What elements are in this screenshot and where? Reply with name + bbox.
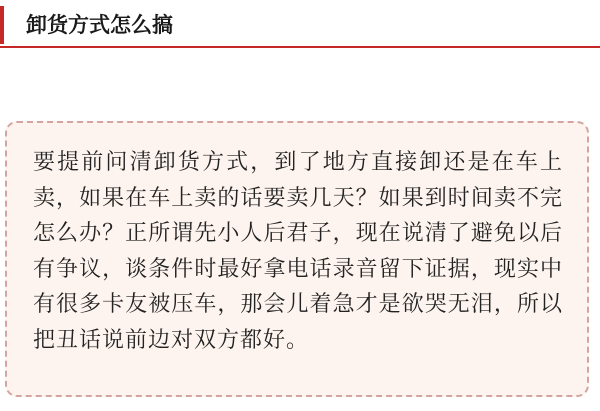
- heading-underline: [0, 46, 600, 48]
- heading-accent-bar: [0, 6, 4, 44]
- content-card: [5, 121, 589, 397]
- section-title: 卸货方式怎么搞: [26, 13, 173, 37]
- content-paragraph: 要提前问清卸货方式，到了地方直接卸还是在车上卖，如果在车上卖的话要卖几天？如果到时间卖不完怎么办？正所谓先小人后君子，现在说清了避免以后有争议，谈条件时最好拿电话录音留下证据，现实中有很多卡友被压车，那会儿着急才是欲哭无泪，所以把丑话说前边对双方都好。: [33, 150, 563, 353]
- section-heading: [0, 6, 600, 44]
